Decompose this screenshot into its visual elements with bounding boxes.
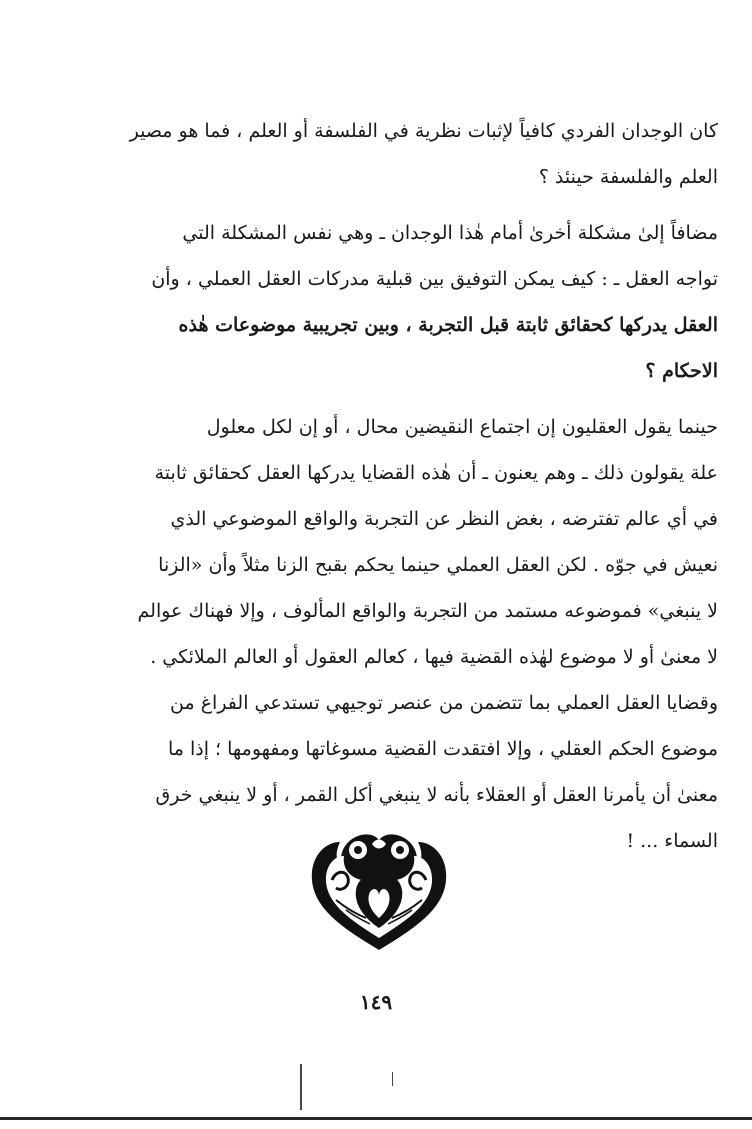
page-number: ١٤٩	[359, 990, 393, 1014]
text-line: العقل يدركها كحقائق ثابتة قبل التجربة ، وبين تجريبية موضوعات هٰذه	[178, 314, 718, 336]
text-line: علة يقولون ذلك ـ وهم يعنون ـ أن هٰذه القضايا يدركها العقل كحقائق ثابتة	[154, 462, 718, 484]
text-line: تواجه العقل ـ : كيف يمكن التوفيق بين قبلية مدركات العقل العملي ، وأن	[151, 268, 718, 290]
text-line: الاحكام ؟	[645, 360, 718, 382]
text-line: في أي عالم تفترضه ، بغض النظر عن التجربة والواقع الموضوعي الذي	[170, 508, 718, 530]
text-line: السماء ... !	[626, 830, 718, 852]
text-line: لا معنىٰ أو لا موضوع لهٰذه القضية فيها ، كعالم العقول أو العالم الملائكي .	[150, 646, 718, 668]
text-line: حينما يقول العقليون إن اجتماع النقيضين محال ، أو إن لكل معلول	[206, 416, 718, 438]
text-line: موضوع الحكم العقلي ، وإلا افتقدت القضية مسوغاتها ومفهومها ؛ إذا ما	[167, 738, 718, 760]
text-line: معنىٰ أن يأمرنا العقل أو العقلاء بأنه لا ينبغي أكل القمر ، أو لا ينبغي خرق	[155, 784, 718, 806]
text-line: مضافاً إلىٰ مشكلة أخرىٰ أمام هٰذا الوجدان ـ وهي نفس المشكلة التي	[182, 222, 718, 244]
text-line: وقضايا العقل العملي بما تتضمن من عنصر توجيهي تستدعي الفراغ من	[170, 692, 718, 714]
page-bottom-edge	[0, 1117, 752, 1120]
text-line: كان الوجدان الفردي كافياً لإثبات نظرية في الفلسفة أو العلم ، فما هو مصير	[129, 120, 718, 142]
scan-mark	[300, 1064, 302, 1110]
text-line: العلم والفلسفة حينئذ ؟	[538, 166, 718, 188]
floral-ornament-icon	[306, 820, 452, 952]
text-line: لا ينبغي» فموضوعه مستمد من التجربة والواقع المألوف ، وإلا فهناك عوالم	[137, 600, 718, 622]
scan-mark	[392, 1072, 393, 1086]
body-text	[86, 108, 718, 864]
text-line: نعيش في جوّه . لكن العقل العملي حينما يحكم بقبح الزنا مثلاً وأن «الزنا	[158, 554, 718, 576]
